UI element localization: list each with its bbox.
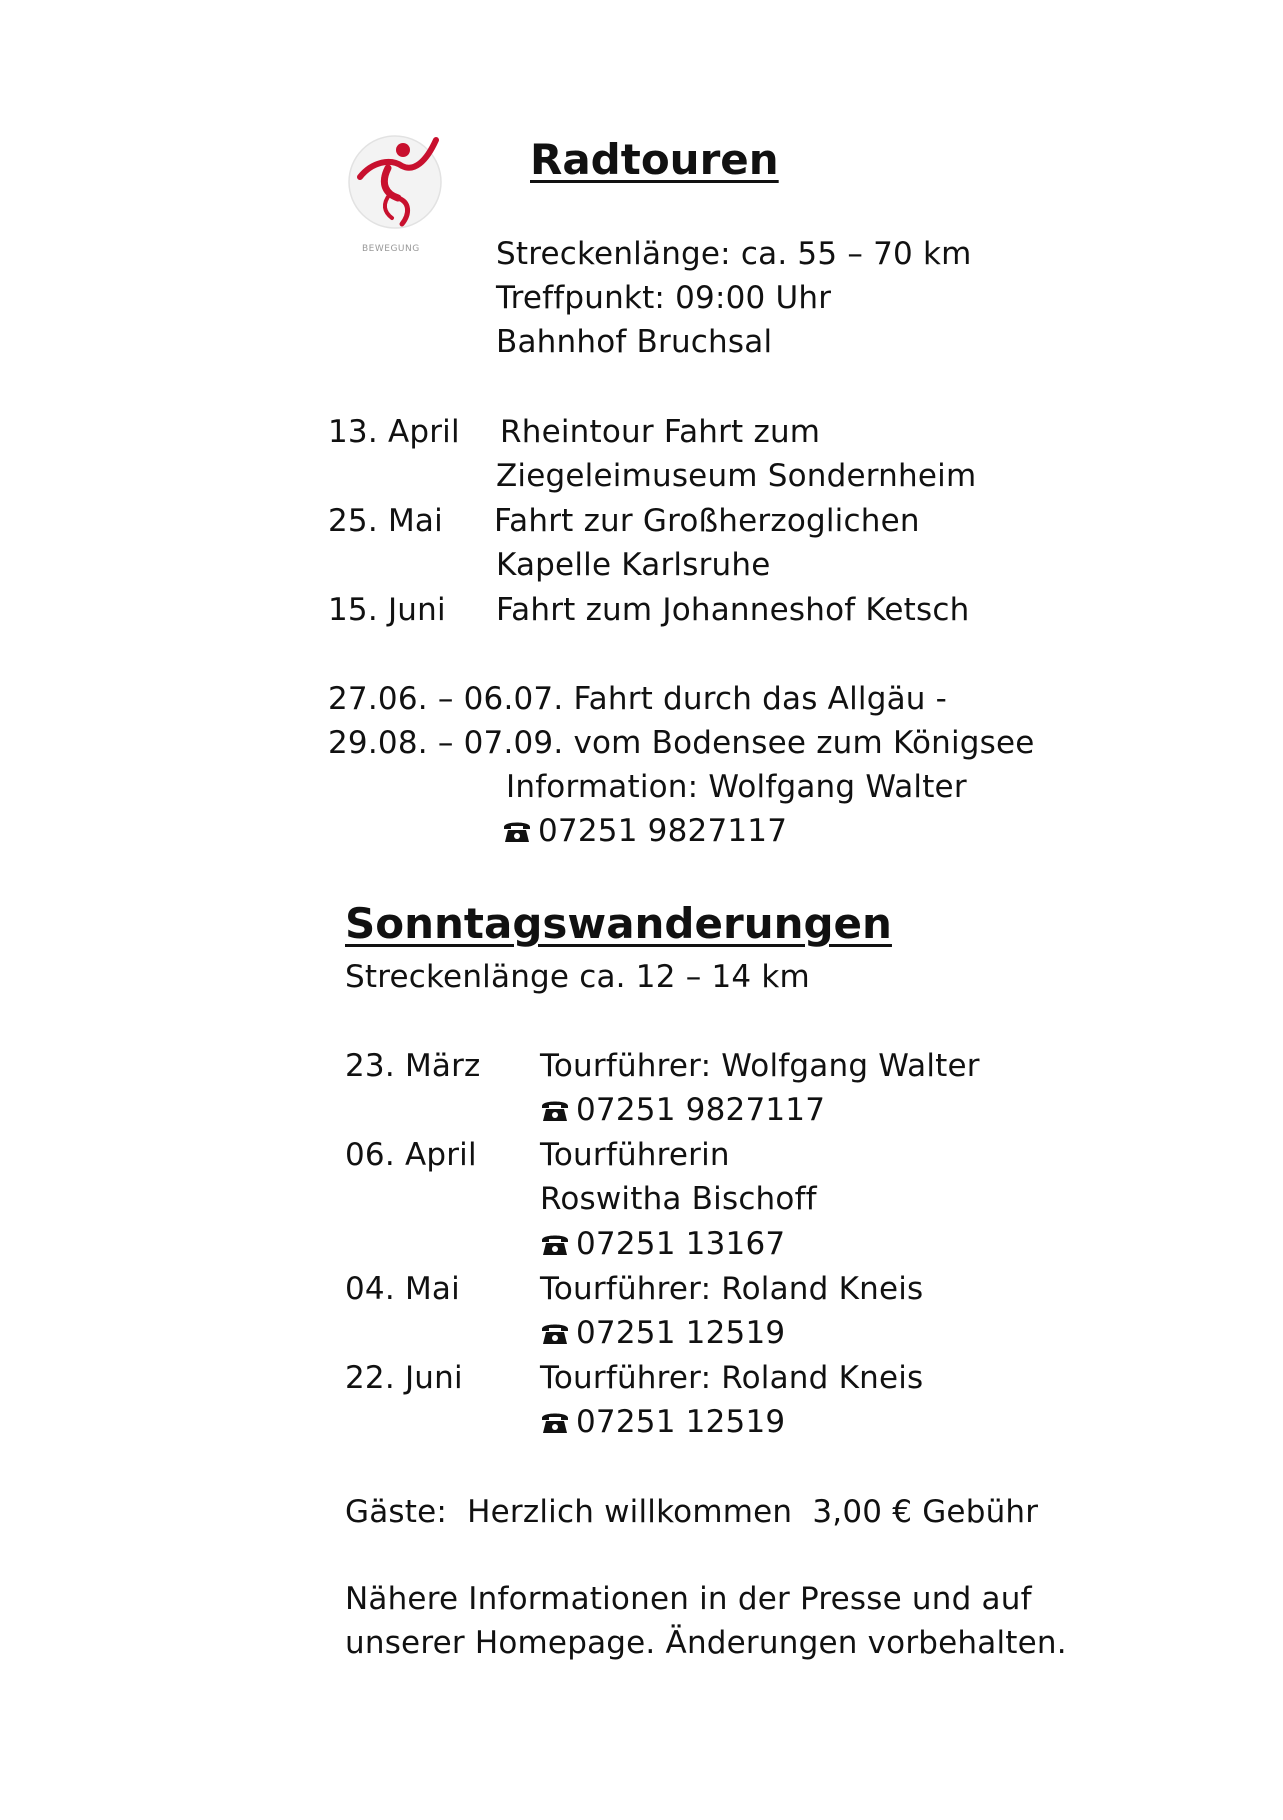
radtouren-meeting-time: Treffpunkt: 09:00 Uhr	[496, 280, 832, 316]
multiday-tour-line: 29.08. – 07.09. vom Bodensee zum Königsee	[328, 725, 1035, 761]
tour-description: Fahrt zur Großherzoglichen	[494, 503, 920, 539]
phone-number: 07251 12519	[576, 1315, 786, 1351]
multiday-tour-line: 27.06. – 06.07. Fahrt durch das Allgäu -	[328, 681, 948, 717]
phone-number: 07251 9827117	[538, 813, 788, 849]
logo-caption: BEWEGUNG	[362, 244, 420, 254]
tour-description: Fahrt zum Johanneshof Ketsch	[496, 592, 970, 628]
hike-leader-name: Roswitha Bischoff	[540, 1181, 817, 1217]
footer-note: Nähere Informationen in der Presse und auf	[345, 1581, 1032, 1617]
hike-date: 04. Mai	[345, 1271, 460, 1307]
hike-phone	[540, 1225, 785, 1263]
radtouren-title: Radtouren	[530, 135, 779, 184]
phone-number: 07251 9827117	[576, 1092, 826, 1128]
hike-phone	[540, 1403, 785, 1441]
tour-description: Kapelle Karlsruhe	[496, 547, 771, 583]
tour-date: 13. April	[328, 414, 460, 450]
tour-description: Rheintour Fahrt zum	[500, 414, 821, 450]
hike-leader: Tourführer: Roland Kneis	[540, 1360, 924, 1396]
radtouren-distance: Streckenlänge: ca. 55 – 70 km	[496, 236, 972, 272]
logo-graphic	[340, 132, 450, 242]
running-person-logo	[340, 132, 450, 260]
tour-description: Ziegeleimuseum Sondernheim	[496, 458, 977, 494]
telephone-icon	[502, 815, 532, 841]
wanderungen-title: Sonntagswanderungen	[345, 899, 892, 948]
tour-date: 15. Juni	[328, 592, 446, 628]
tour-date: 25. Mai	[328, 503, 443, 539]
hike-leader: Tourführer: Wolfgang Walter	[540, 1048, 980, 1084]
hike-date: 22. Juni	[345, 1360, 463, 1396]
telephone-icon	[540, 1228, 570, 1254]
telephone-icon	[540, 1406, 570, 1432]
multiday-tour-phone	[502, 812, 787, 850]
guests-fee: Gäste: Herzlich willkommen 3,00 € Gebühr	[345, 1494, 1039, 1530]
hike-leader: Tourführer: Roland Kneis	[540, 1271, 924, 1307]
hike-date: 06. April	[345, 1137, 477, 1173]
telephone-icon	[540, 1317, 570, 1343]
hike-date: 23. März	[345, 1048, 481, 1084]
hike-phone	[540, 1314, 785, 1352]
multiday-tour-info: Information: Wolfgang Walter	[506, 769, 967, 805]
telephone-icon	[540, 1094, 570, 1120]
radtouren-meeting-place: Bahnhof Bruchsal	[496, 324, 773, 360]
footer-note: unserer Homepage. Änderungen vorbehalten.	[345, 1625, 1067, 1661]
wanderungen-distance: Streckenlänge ca. 12 – 14 km	[345, 959, 810, 995]
hike-phone	[540, 1091, 825, 1129]
phone-number: 07251 13167	[576, 1226, 786, 1262]
phone-number: 07251 12519	[576, 1404, 786, 1440]
hike-leader: Tourführerin	[540, 1137, 730, 1173]
